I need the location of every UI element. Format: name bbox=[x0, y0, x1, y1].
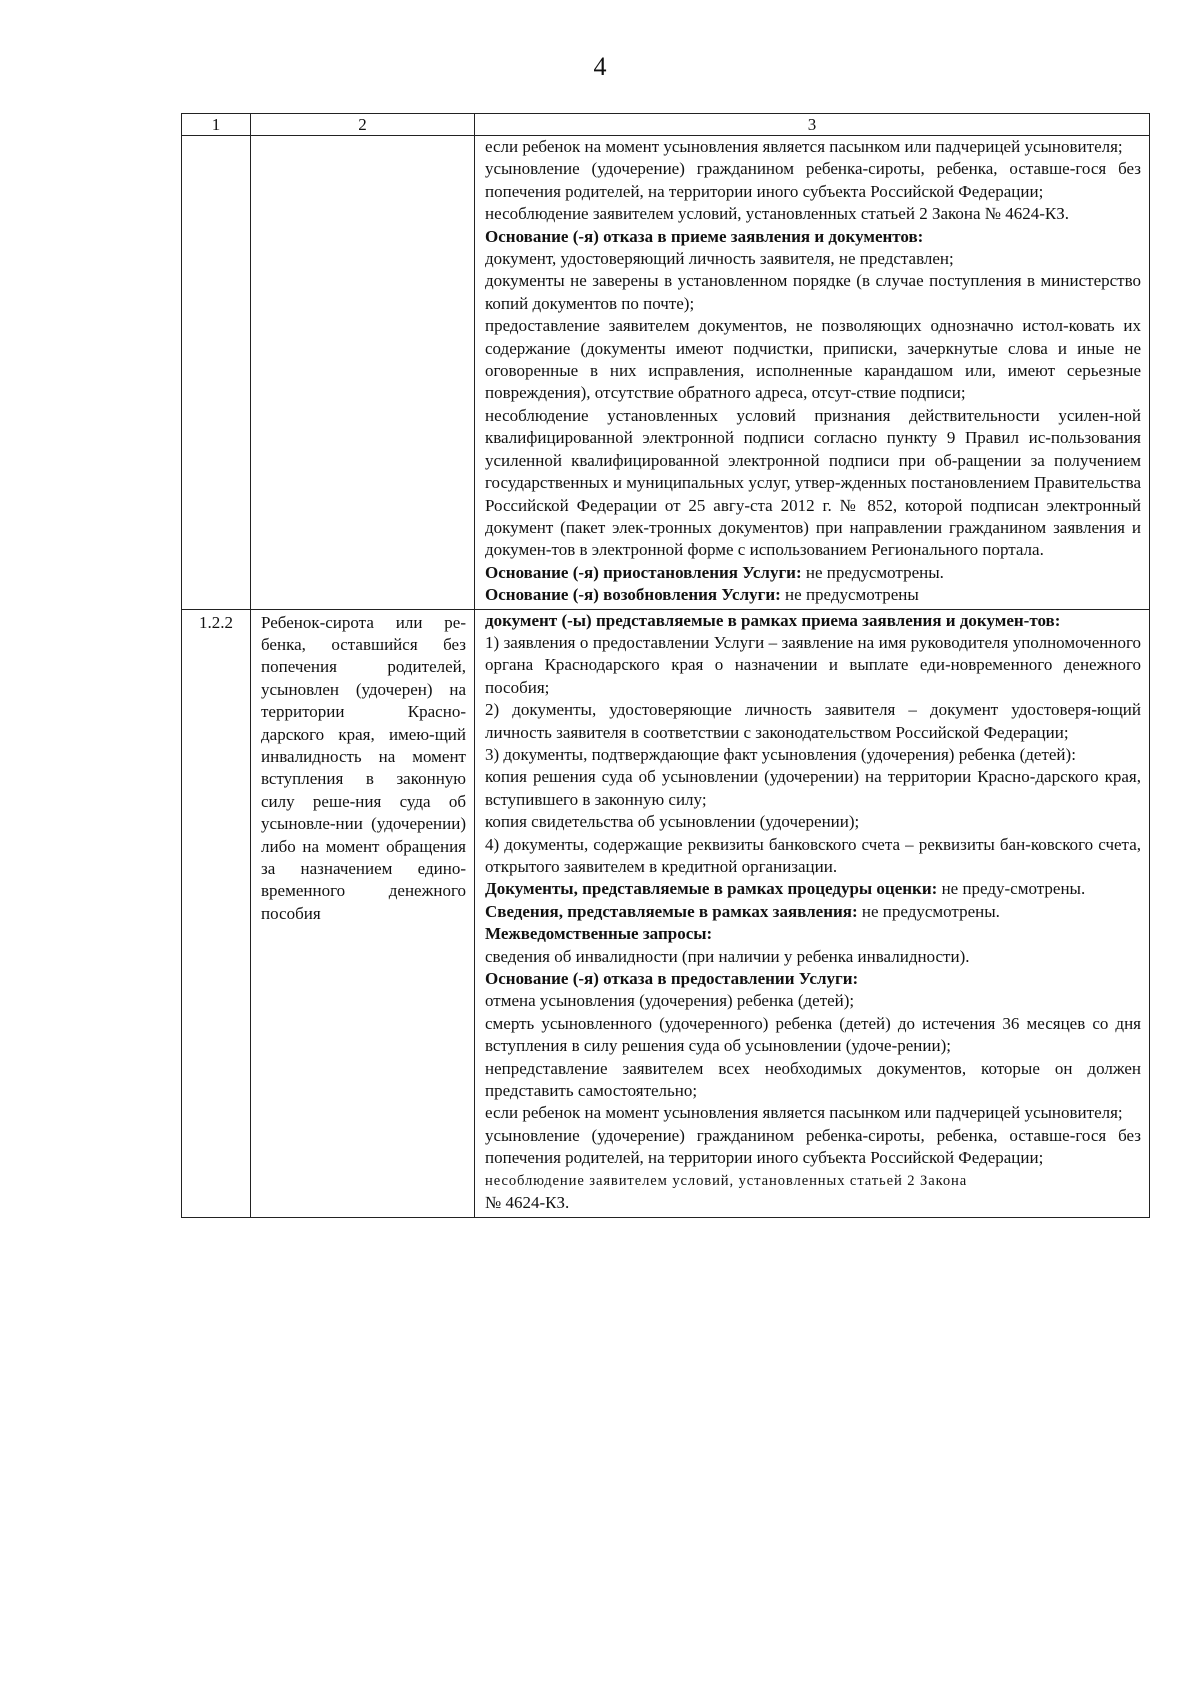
table-header-row bbox=[182, 114, 1150, 136]
row1-details-cell bbox=[475, 136, 1150, 610]
row1-category-cell bbox=[251, 136, 475, 610]
paragraph: документ, удостоверяющий личность заявителя, не представлен; bbox=[485, 249, 954, 269]
paragraph-text: не предусмотрены. bbox=[801, 562, 944, 582]
paragraph: 1) заявления о предоставлении Услуги – заявление на имя руководителя уполномоченного органа Краснодарского края о назначении и выплате еди-новременного денежного пособия; bbox=[485, 632, 1141, 697]
paragraph: если ребенок на момент усыновления является пасынком или падчерицей усыновителя; bbox=[485, 1103, 1123, 1123]
row2-number-cell: 1.2.2 bbox=[182, 609, 251, 1217]
header-col-3: 3 bbox=[475, 114, 1150, 136]
paragraph-bold-lead: Основание (-я) приостановления Услуги: bbox=[485, 562, 802, 582]
paragraph-bold-lead: Основание (-я) возобновления Услуги: bbox=[485, 585, 781, 605]
table-row-1-2-2 bbox=[182, 609, 1150, 1217]
row2-category-cell: Ребенок-сирота или ре-бенка, оставшийся без попечения родителей, усыновлен (удочерен) на территории Красно-дарского края, имею-щий инвалидность на момент вступления в законную силу реше-ния суда об усыновле-нии (удочерении) либо на момент обращения за назначением едино-временного денежного пособия bbox=[251, 609, 475, 1217]
paragraph: копия свидетельства об усыновлении (удочерении); bbox=[485, 812, 860, 832]
paragraph-bold-lead: Документы, представляемые в рамках процедуры оценки: bbox=[485, 879, 938, 899]
paragraph: № 4624-КЗ. bbox=[485, 1193, 570, 1213]
paragraph: несоблюдение заявителем условий, установленных статьей 2 Закона bbox=[485, 1172, 968, 1189]
paragraph bbox=[485, 878, 1141, 900]
paragraph bbox=[485, 562, 1141, 584]
header-col-1: 1 bbox=[182, 114, 251, 136]
paragraph: 3) документы, подтверждающие факт усыновления (удочерения) ребенка (детей): bbox=[485, 744, 1076, 764]
paragraph: документы не заверены в установленном порядке (в случае поступления в министерство копий документов по почте); bbox=[485, 271, 1141, 313]
paragraph-text: не предусмотрены bbox=[780, 585, 919, 605]
paragraph: несоблюдение заявителем условий, установленных статьей 2 Закона № 4624-КЗ. bbox=[485, 204, 1070, 224]
paragraph: сведения об инвалидности (при наличии у ребенка инвалидности). bbox=[485, 946, 970, 966]
regulation-table bbox=[181, 113, 1150, 1218]
paragraph: Межведомственные запросы: bbox=[485, 924, 713, 944]
paragraph bbox=[485, 584, 1141, 606]
paragraph: смерть усыновленного (удочеренного) ребенка (детей) до истечения 36 месяцев со дня вступления в силу решения суда об усыновлении (удоче-рении); bbox=[485, 1013, 1141, 1056]
page-number: 4 bbox=[593, 52, 607, 81]
header-col-2: 2 bbox=[251, 114, 475, 136]
row2-details-cell bbox=[475, 609, 1150, 1217]
paragraph: предоставление заявителем документов, не позволяющих однозначно истол-ковать их содержание (документы имеют подчистки, приписки, зачеркнутые слова и иные не оговоренные в них исправления, исполненные карандашом или, имеют серьезные повреждения), отсутствие обратного адреса, отсут-ствие подписи; bbox=[485, 316, 1141, 403]
paragraph: Основание (-я) отказа в предоставлении Услуги: bbox=[485, 969, 859, 989]
row1-number-cell bbox=[182, 136, 251, 610]
paragraph: копия решения суда об усыновлении (удочерении) на территории Красно-дарского края, вступившего в законную силу; bbox=[485, 767, 1141, 809]
paragraph: усыновление (удочерение) гражданином ребенка-сироты, ребенка, оставше-гося без попечения родителей, на территории иного субъекта Российской Федерации; bbox=[485, 1125, 1141, 1168]
paragraph: несоблюдение установленных условий признания действительности усилен-ной квалифицированной электронной подписи согласно пункту 9 Правил ис-пользования усиленной квалифицированной электронной подписи при об-ращении за получением государственных и муниципальных услуг, утвер-жденных постановлением Правительства Российской Федерации от 25 авгу-ста 2012 г. № 852, которой подписан электронный документ (пакет элек-тронных документов) при направлении гражданином заявления и докумен-тов в электронной форме с использованием Регионального портала. bbox=[485, 405, 1141, 560]
paragraph: Основание (-я) отказа в приеме заявления и документов: bbox=[485, 226, 924, 246]
paragraph: документ (-ы) представляемые в рамках приема заявления и докумен-тов: bbox=[485, 610, 1061, 630]
paragraph-text: не преду-смотрены. bbox=[937, 879, 1086, 899]
paragraph: непредставление заявителем всех необходимых документов, которые он должен представить самостоятельно; bbox=[485, 1058, 1141, 1101]
paragraph: 4) документы, содержащие реквизиты банковского счета – реквизиты бан-ковского счета, открытого заявителем в кредитной организации. bbox=[485, 834, 1141, 876]
paragraph bbox=[485, 901, 1141, 923]
paragraph: 2) документы, удостоверяющие личность заявителя – документ удостоверя-ющий личность заявителя в соответствии с законодательством Российской Федерации; bbox=[485, 700, 1141, 742]
paragraph-text: не предусмотрены. bbox=[857, 901, 1000, 921]
paragraph: усыновление (удочерение) гражданином ребенка-сироты, ребенка, оставше-гося без попечения родителей, на территории иного субъекта Российской Федерации; bbox=[485, 159, 1141, 201]
paragraph: отмена усыновления (удочерения) ребенка (детей); bbox=[485, 991, 855, 1011]
paragraph: если ребенок на момент усыновления является пасынком или падчерицей усыновителя; bbox=[485, 137, 1123, 156]
table-row-continuation bbox=[182, 136, 1150, 610]
paragraph-bold-lead: Сведения, представляемые в рамках заявления: bbox=[485, 901, 858, 921]
